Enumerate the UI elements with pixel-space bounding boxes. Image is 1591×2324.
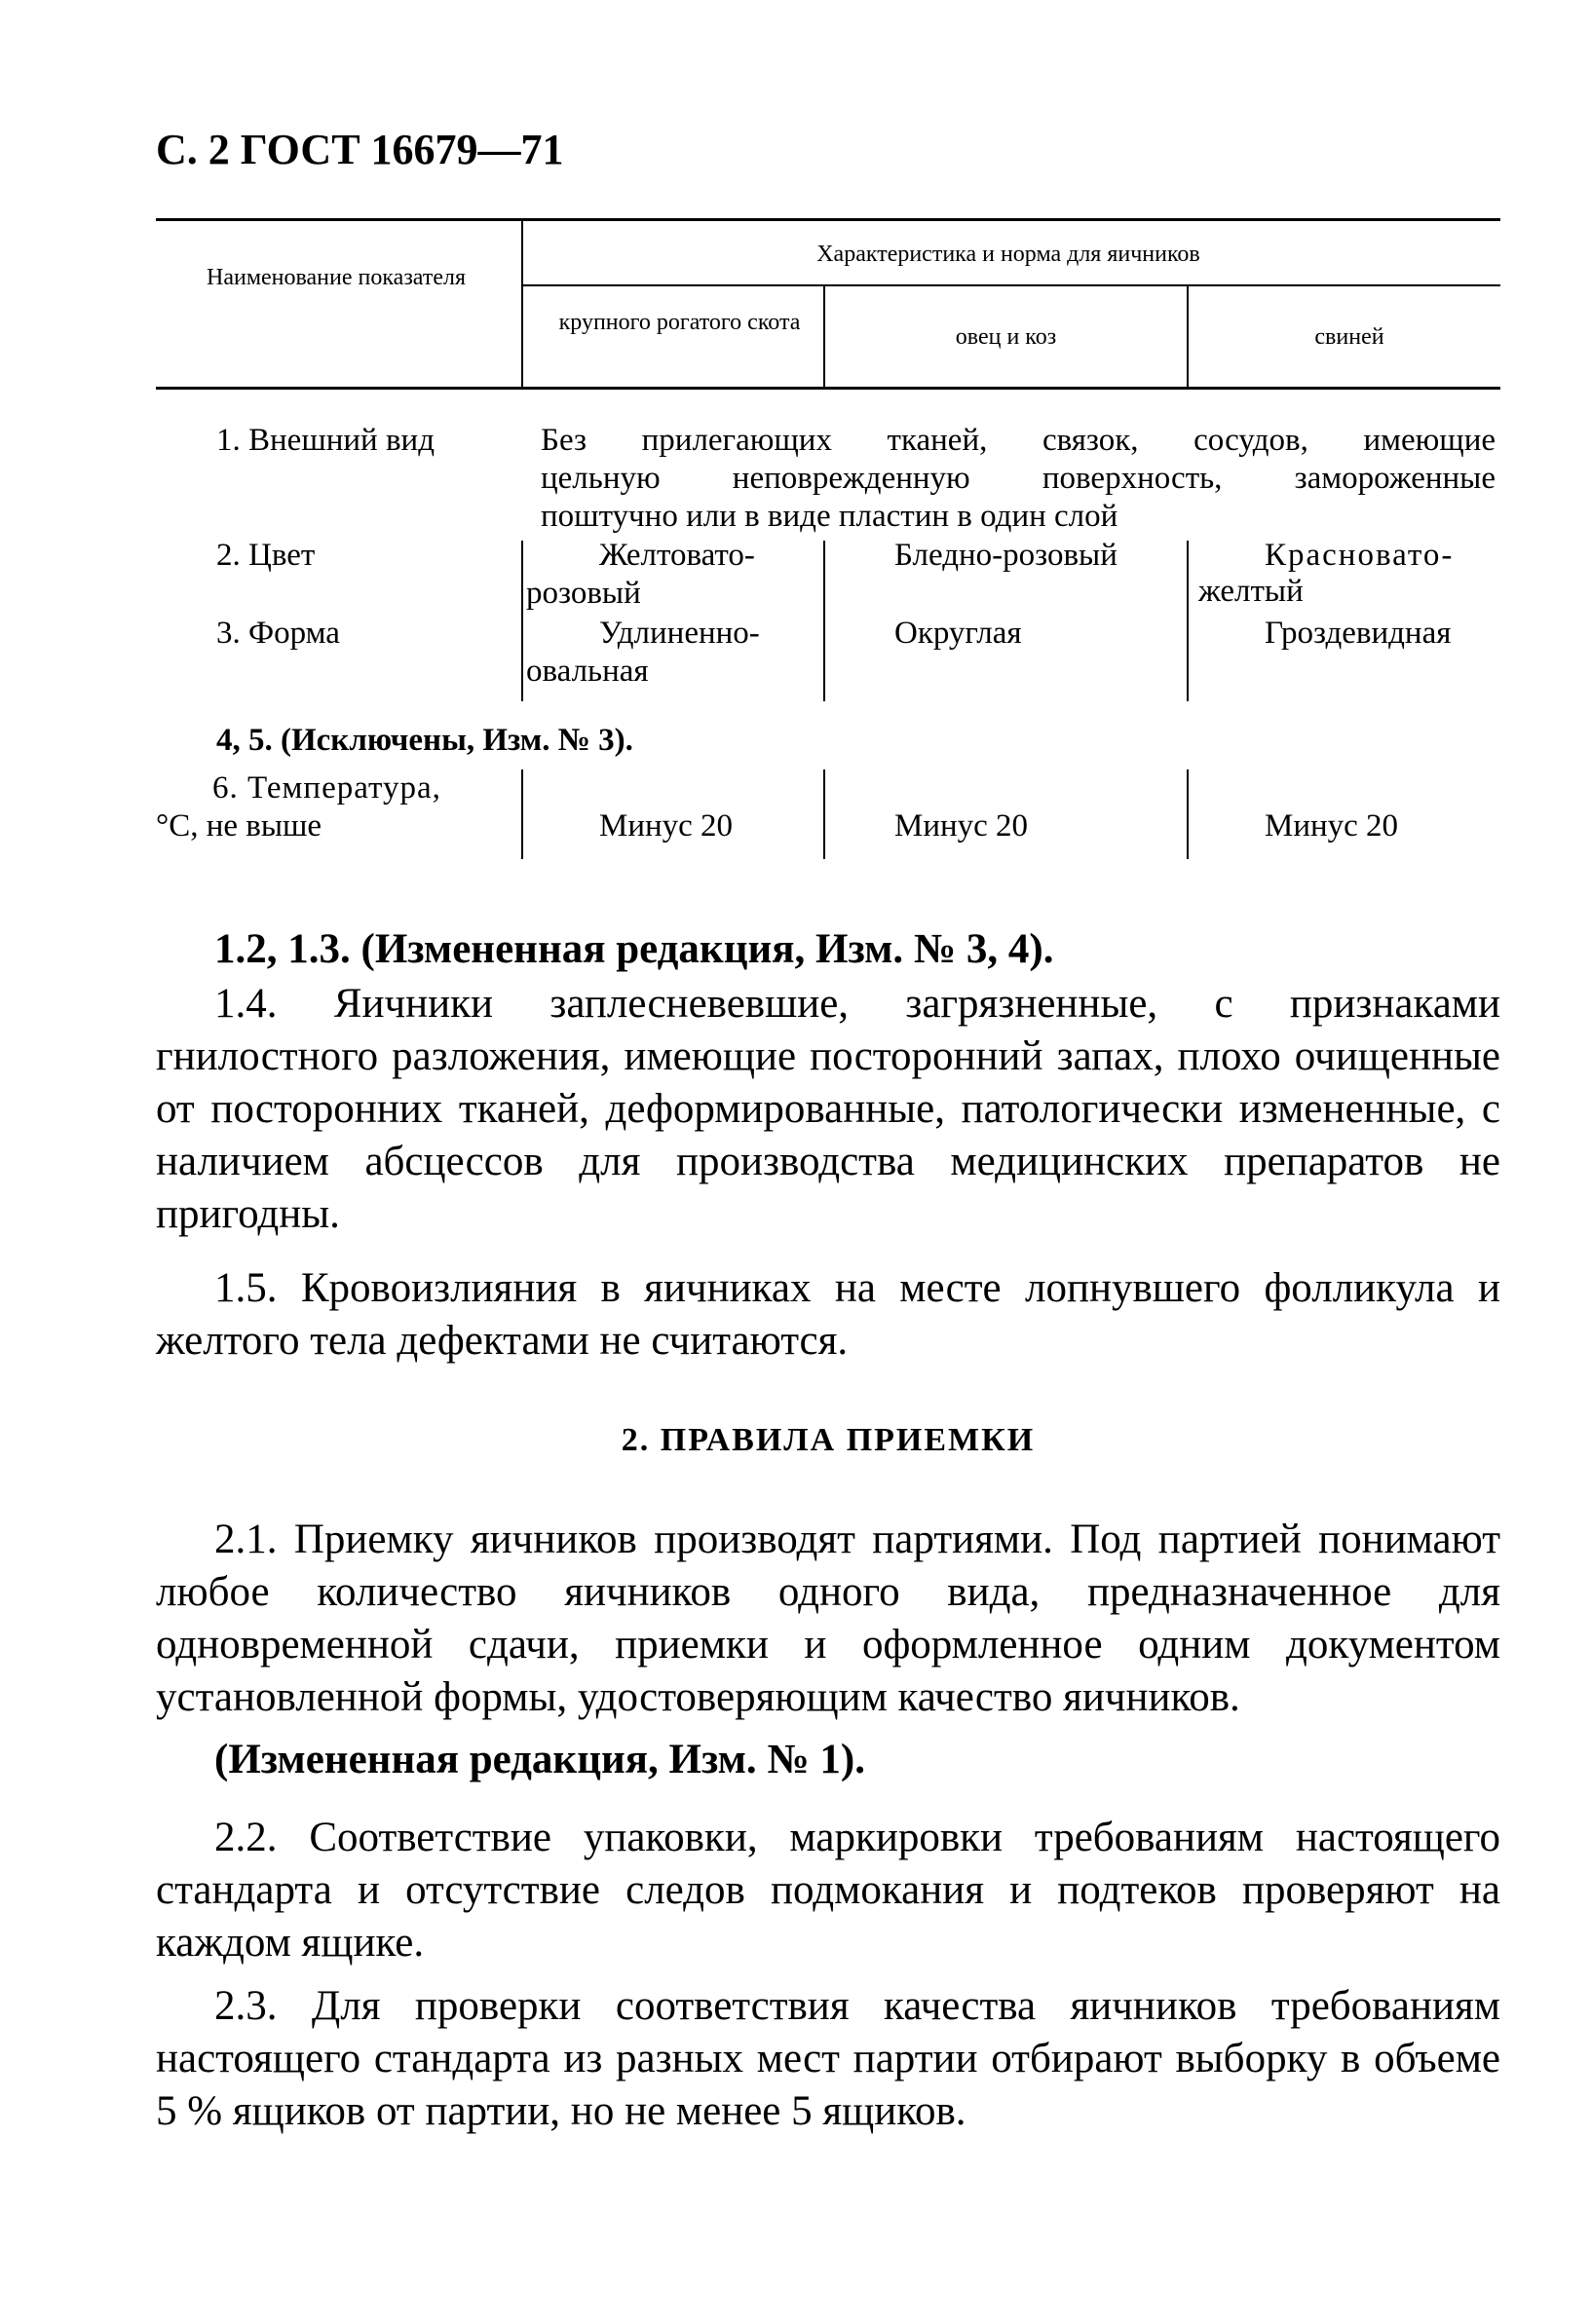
cell-color-cattle: розовый [526, 576, 641, 611]
paragraph-1-4 [156, 978, 1500, 1241]
paragraph-1-5 [156, 1262, 1500, 1368]
table-body-divider [521, 541, 523, 701]
page-header: С. 2 ГОСТ 16679—71 [156, 126, 564, 173]
cell-color-pigs: желтый [1198, 574, 1304, 609]
amendment-note: 1.2, 1.3. (Измененная редакция, Изм. № 3, 4). [214, 926, 1054, 972]
column-header-sheep-goats: овец и коз [955, 324, 1057, 350]
cell-color-cattle: Желтовато- [599, 538, 755, 573]
table-body-divider [823, 769, 825, 859]
paragraph-text: 1.5. Кровоизлияния в яичниках на месте лопнувшего фолликула и желтого тела дефектами не считаются. [156, 1265, 1500, 1364]
table-head-rule [156, 387, 1500, 390]
table-body-divider [1187, 541, 1189, 701]
table-top-rule [156, 218, 1500, 221]
cell-shape-cattle: овальная [526, 654, 649, 689]
column-header-pigs: свиней [1314, 324, 1384, 350]
row-label-temperature: °С, не выше [156, 808, 322, 843]
cell-color-pigs: Красновато- [1265, 538, 1455, 573]
cell-temperature-sheep: Минус 20 [894, 808, 1029, 843]
cell-appearance-text: цельную неповрежденную поверхность, замороженные [541, 461, 1496, 496]
paragraph-text: 2.2. Соответствие упаковки, маркировки требованиям настоящего стандарта и отсутствие следов подмокания и подтеков проверяют на каждом ящике. [156, 1815, 1500, 1966]
cell-temperature-pigs: Минус 20 [1265, 808, 1399, 843]
section-heading: 2. ПРАВИЛА ПРИЕМКИ [621, 1422, 1036, 1458]
paragraph-1-2-1-3 [156, 923, 1500, 976]
paragraph-2-3 [156, 1980, 1500, 2138]
cell-shape-cattle: Удлиненно- [599, 616, 760, 651]
row-label-temperature: 6. Температура, [212, 770, 441, 806]
paragraph-text: 2.1. Приемку яичников производят партиями. Под партией понимают любое количество яичников одного вида, предназначенное для одновременной сдачи, приемки и оформленное одним документом установленной формы, удостоверяющим качество яичников. [156, 1517, 1500, 1720]
cell-shape-sheep: Округлая [894, 616, 1022, 651]
paragraph-2-1 [156, 1514, 1500, 1724]
row-label-appearance: 1. Внешний вид [216, 423, 435, 458]
table-body-divider [521, 769, 523, 859]
amendment-note: (Измененная редакция, Изм. № 1). [214, 1737, 865, 1782]
cell-temperature-cattle: Минус 20 [599, 808, 734, 843]
cell-appearance-text: Без прилегающих тканей, связок, сосудов, имеющие [541, 423, 1496, 458]
row-excluded-note: 4, 5. (Исключены, Изм. № 3). [216, 723, 633, 758]
table-head-divider [1187, 286, 1189, 388]
cell-appearance-text: поштучно или в виде пластин в один слой [541, 499, 1118, 534]
paragraph-text: 2.3. Для проверки соответствия качества яичников требованиям настоящего стандарта из разных мест партии отбирают выборку в объеме 5 % ящиков от партии, но не менее 5 ящиков. [156, 1983, 1500, 2134]
paragraph-text: 1.4. Яичники заплесневевшие, загрязненные, с признаками гнилостного разложения, имеющие посторонний запах, плохо очищенные от посторонних тканей, деформированные, патологически измененные, с наличием абсцессов для производства медицинских препаратов не пригодны. [156, 981, 1500, 1237]
row-label-color: 2. Цвет [216, 538, 316, 573]
cell-color-sheep: Бледно-розовый [894, 538, 1117, 573]
paragraph-2-1-note [156, 1734, 1500, 1786]
table-head-divider [823, 286, 825, 388]
table-group-rule [521, 284, 1500, 286]
column-header-cattle: крупного рогатого скота [558, 310, 801, 335]
cell-shape-pigs: Гроздевидная [1265, 616, 1452, 651]
row-label-shape: 3. Форма [216, 616, 340, 651]
column-header-group: Характеристика и норма для яичников [816, 242, 1200, 267]
table-head-divider [521, 218, 523, 389]
column-header-parameter: Наименование показателя [207, 265, 466, 290]
paragraph-2-2 [156, 1812, 1500, 1969]
table-body-divider [1187, 769, 1189, 859]
table-body-divider [823, 541, 825, 701]
